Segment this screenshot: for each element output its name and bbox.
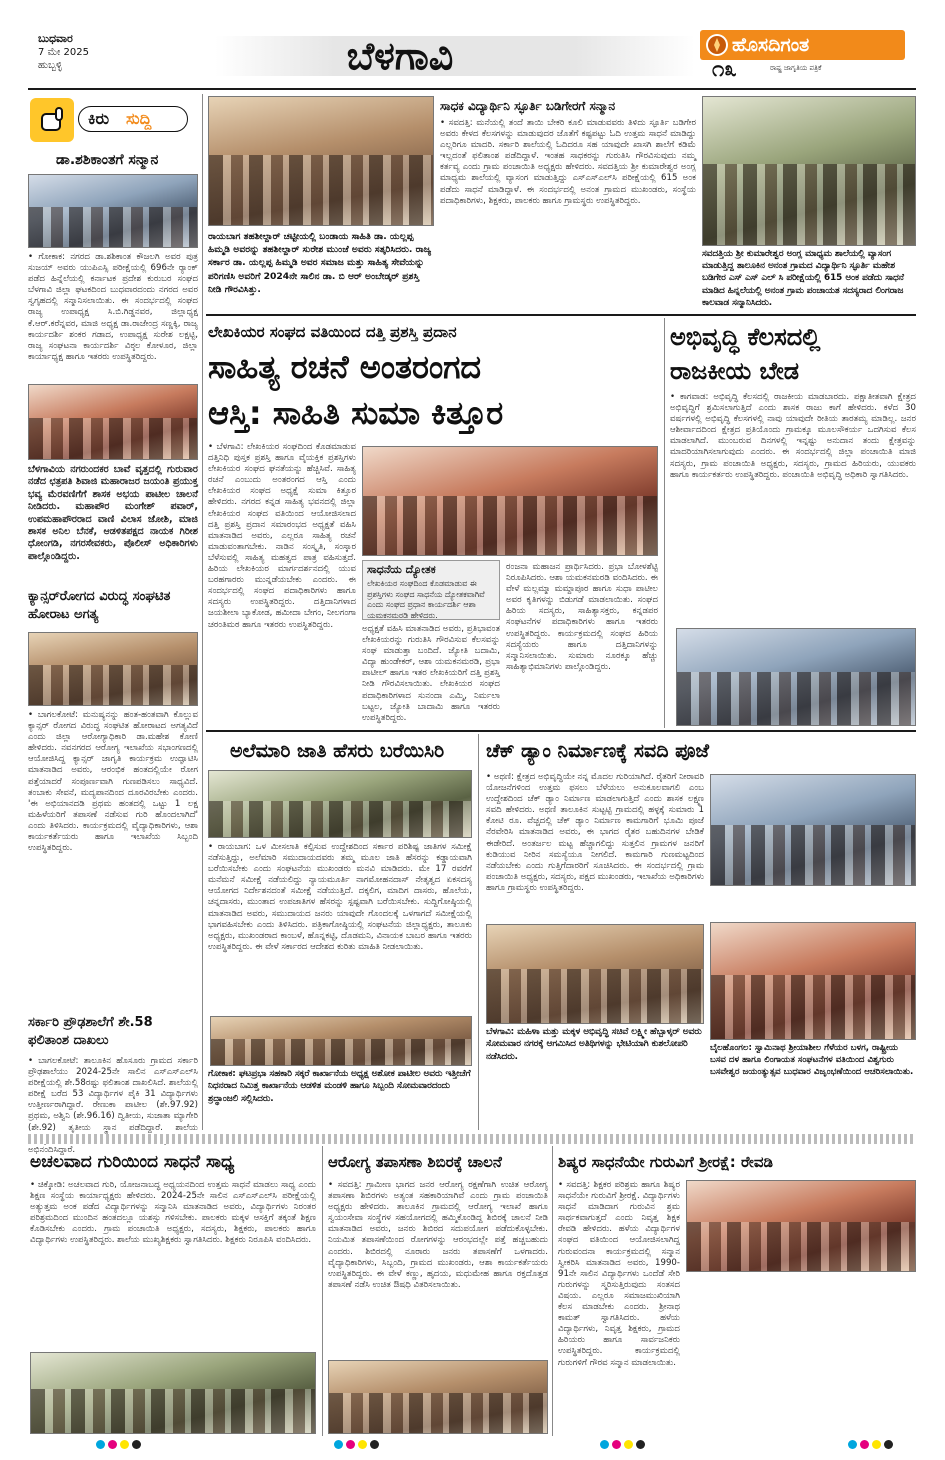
- column-divider-2: [664, 318, 665, 728]
- brand-logo: [700, 30, 905, 82]
- regmark-black: [884, 1440, 893, 1449]
- regmark-magenta: [346, 1440, 355, 1449]
- regmark-yellow: [120, 1440, 129, 1449]
- kiru-story1-photo: [28, 174, 198, 248]
- dev-headline-2: ರಾಜಕೀಯ ಬೇಡ: [670, 357, 800, 385]
- lead-photo: [362, 446, 658, 556]
- regmark-cyan: [600, 1440, 609, 1449]
- masthead: [0, 0, 945, 92]
- regmark-mid-2: [600, 1440, 645, 1449]
- column-divider-4: [322, 1146, 323, 1436]
- column-divider-5: [552, 1146, 553, 1436]
- bottom3-body: • ಸವದತ್ತಿ: ಶಿಕ್ಷಕರ ಪರಿಶ್ರಮ ಹಾಗೂ ಶಿಷ್ಯರ ಸಾಧನೆಯೇ ಗುರುವಿಗೆ ಶ್ರೀರಕ್ಷೆ. ವಿದ್ಯಾರ್ಥಿಗಳು ಸಾಧನೆ ಮಾಡಿದಾಗ ಗುರುವಿನ ಶ್ರಮ ಸಾರ್ಥಕವಾಗುತ್ತದೆ ಎಂದು ನಿವೃತ್ತ ಶಿಕ್ಷಕ ರೇವಡಿ ಹೇಳಿದರು. ಹಳೆಯ ವಿದ್ಯಾರ್ಥಿಗಳ ಸಂಘದ ವತಿಯಿಂದ ಆಯೋಜಿಸಲಾಗಿದ್ದ ಗುರುವಂದನಾ ಕಾರ್ಯಕ್ರಮದಲ್ಲಿ ಸನ್ಮಾನ ಸ್ವೀಕರಿಸಿ ಮಾತನಾಡಿದ ಅವರು, 1990-91ನೇ ಸಾಲಿನ ವಿದ್ಯಾರ್ಥಿಗಳು ಒಂದೆಡೆ ಸೇರಿ ಗುರುಗಳನ್ನು ಸ್ಮರಿಸುತ್ತಿರುವುದು ಸಂತಸದ ವಿಷಯ. ಎಲ್ಲರೂ ಸಮಾಜಮುಖಿಯಾಗಿ ಕೆಲಸ ಮಾಡಬೇಕು ಎಂದರು. ಶ್ರೀನಾಥ ಕಾಮತ್ ಸ್ವಾಗತಿಸಿದರು. ಹಳೆಯ ವಿದ್ಯಾರ್ಥಿಗಳು, ನಿವೃತ್ತ ಶಿಕ್ಷಕರು, ಗ್ರಾಮದ ಹಿರಿಯರು ಹಾಗೂ ಸಾರ್ವಜನಿಕರು ಉಪಸ್ಥಿತರಿದ್ದರು. ಕಾರ್ಯಕ್ರಮದಲ್ಲಿ ಗುರುಗಳಿಗೆ ಗೌರವ ಸನ್ಮಾನ ಮಾಡಲಾಯಿತು.: [558, 1180, 680, 1368]
- lead-body-left: • ಬೆಳಗಾವಿ: ಲೇಖಕಿಯರ ಸಂಘದಿಂದ ಕೊಡಮಾಡುವ ದತ್ತಿನಿಧಿ ಪುಸ್ತಕ ಪ್ರಶಸ್ತಿ ಹಾಗೂ ವೈಯಕ್ತಿಕ ಪ್ರಶಸ್ತಿಗಳು ಲೇಖಕಿಯರ ಸಂಘದ ಘನತೆಯನ್ನು ಹೆಚ್ಚಿಸಿವೆ. ಸಾಹಿತ್ಯ ರಚನೆ ಎಂಬುದು ಅಂತರಂಗದ ಆಸ್ತಿ ಎಂದು ಲೇಖಕಿಯರ ಸಂಘದ ಅಧ್ಯಕ್ಷೆ ಸುಮಾ ಕಿತ್ತೂರ ಹೇಳಿದರು. ನಗರದ ಕನ್ನಡ ಸಾಹಿತ್ಯ ಭವನದಲ್ಲಿ ಜಿಲ್ಲಾ ಲೇಖಕಿಯರ ಸಂಘದ ವತಿಯಿಂದ ಆಯೋಜಿಸಲಾದ ದತ್ತಿ ಪ್ರಶಸ್ತಿ ಪ್ರದಾನ ಸಮಾರಂಭದ ಅಧ್ಯಕ್ಷತೆ ವಹಿಸಿ ಮಾತನಾಡಿದ ಅವರು, ಎಲ್ಲರೂ ಸಾಹಿತ್ಯ ರಚನೆ ಮಾಡುವಂತಾಗಬೇಕು. ನಾಡಿನ ಸಂಸ್ಕೃತಿ, ಸಂಸ್ಕಾರ ಬೆಳೆಸುವಲ್ಲಿ ಸಾಹಿತ್ಯ ಮಹತ್ವದ ಪಾತ್ರ ವಹಿಸುತ್ತದೆ. ಹಿರಿಯ ಲೇಖಕಿಯರ ಮಾರ್ಗದರ್ಶನದಲ್ಲಿ ಯುವ ಬರಹಗಾರರು ಮುನ್ನಡೆಯಬೇಕು ಎಂದರು. ಈ ಸಂದರ್ಭದಲ್ಲಿ ಸಂಘದ ಪದಾಧಿಕಾರಿಗಳು ಹಾಗೂ ಸದಸ್ಯರು ಉಪಸ್ಥಿತರಿದ್ದರು. ದತ್ತಿದಾನಿಗಳಾದ ಜಯಶೀಲಾ ಬ್ಯಾಕೋಡ, ಹಮೀದಾ ಬೇಗಂ, ನೀಲಗಂಗಾ ಚರಂತಿಮಠ ಹಾಗೂ ಇತರರು ಉಪಸ್ಥಿತರಿದ್ದರು.: [208, 442, 356, 630]
- top-story2-title: ಸಾಧಕ ವಿದ್ಯಾರ್ಥಿನಿ ಸ್ಫೂರ್ತಿ ಬಡಿಗೇರಗೆ ಸನ್ಮಾನ: [440, 99, 616, 113]
- bottom2-photo: [328, 1360, 548, 1434]
- brand-emblem-icon: [706, 34, 728, 56]
- caste-headline: ಅಲೆಮಾರಿ ಜಾತಿ ಹೆಸರು ಬರೆಯಿಸಿರಿ: [230, 740, 445, 762]
- column-divider-1: [202, 94, 203, 1130]
- regmark-yellow: [358, 1440, 367, 1449]
- regmark-magenta: [108, 1440, 117, 1449]
- regmark-magenta: [860, 1440, 869, 1449]
- lead-body-mid: ಅಧ್ಯಕ್ಷತೆ ವಹಿಸಿ ಮಾತನಾಡಿದ ಅವರು, ಪ್ರತಿಭಾವಂತ ಲೇಖಕಿಯರನ್ನು ಗುರುತಿಸಿ ಗೌರವಿಸುವ ಕೆಲಸವನ್ನು ಸಂಘ ಮಾಡುತ್ತಾ ಬಂದಿದೆ. ಜ್ಯೋತಿ ಬದಾಮಿ, ವಿದ್ಯಾ ಹುಂಡೇಕರ್, ಆಶಾ ಯಮಕನಮರಡಿ, ಪ್ರಭಾ ಪಾಟೀಲ್ ಹಾಗೂ ಇತರ ಲೇಖಕಿಯರಿಗೆ ದತ್ತಿ ಪ್ರಶಸ್ತಿ ನೀಡಿ ಗೌರವಿಸಲಾಯಿತು. ಲೇಖಕಿಯರ ಸಂಘದ ಪದಾಧಿಕಾರಿಗಳಾದ ಸುನಂದಾ ಎಮ್ಮಿ, ನಿರ್ಮಲಾ ಬಟ್ಟಲ, ಜ್ಯೋತಿ ಬಾದಾಮಿ ಹಾಗೂ ಇತರರು ಉಪಸ್ಥಿತರಿದ್ದರು.: [362, 624, 500, 723]
- dev-photo: [676, 628, 916, 726]
- dam-body: • ಅಥಣಿ: ಕ್ಷೇತ್ರದ ಅಭಿವೃದ್ಧಿಯೇ ನನ್ನ ಮೊದಲ ಗುರಿಯಾಗಿದೆ. ರೈತರಿಗೆ ನೀರಾವರಿ ಯೋಜನೆಗಳಿಂದ ಉತ್ತಮ ಫಸಲು ಬೆಳೆಯಲು ಅನುಕೂಲವಾಗಲಿ ಎಂಬ ಉದ್ದೇಶದಿಂದ ಚೆಕ್ ಡ್ಯಾಂ ನಿರ್ಮಾಣ ಮಾಡಲಾಗುತ್ತಿದೆ ಎಂದು ಶಾಸಕ ಲಕ್ಷ್ಮಣ ಸವದಿ ಹೇಳಿದರು. ಅಥಣಿ ತಾಲೂಕಿನ ಸುಟ್ಟಟ್ಟಿ ಗ್ರಾಮದಲ್ಲಿ ಹಳ್ಳಕ್ಕೆ ಸುಮಾರು 1 ಕೋಟಿ ರೂ. ವೆಚ್ಚದಲ್ಲಿ ಚೆಕ್ ಡ್ಯಾಂ ನಿರ್ಮಾಣ ಕಾಮಗಾರಿಗೆ ಭೂಮಿ ಪೂಜೆ ನೆರವೇರಿಸಿ ಮಾತನಾಡಿದ ಅವರು, ಈ ಭಾಗದ ರೈತರ ಬಹುದಿನಗಳ ಬೇಡಿಕೆ ಈಡೇರಿದೆ. ಅಂತರ್ಜಲ ಮಟ್ಟ ಹೆಚ್ಚಾಗಲಿದ್ದು ಸುತ್ತಲಿನ ಗ್ರಾಮಗಳ ಜನರಿಗೆ ಕುಡಿಯುವ ನೀರಿನ ಸಮಸ್ಯೆಯೂ ನೀಗಲಿದೆ. ಕಾಮಗಾರಿ ಗುಣಮಟ್ಟದಿಂದ ನಡೆಯಬೇಕು ಎಂದು ಗುತ್ತಿಗೆದಾರರಿಗೆ ಸೂಚಿಸಿದರು. ಈ ಸಂದರ್ಭದಲ್ಲಿ ಗ್ರಾಮ ಪಂಚಾಯಿತಿ ಅಧ್ಯಕ್ಷರು, ಸದಸ್ಯರು, ಪಕ್ಷದ ಮುಖಂಡರು, ಇಲಾಖೆಯ ಅಧಿಕಾರಿಗಳು ಹಾಗೂ ಗ್ರಾಮಸ್ಥರು ಉಪಸ್ಥಿತರಿದ್ದರು.: [486, 772, 704, 893]
- regmark-right: [848, 1440, 893, 1449]
- regmark-black: [132, 1440, 141, 1449]
- kirusuddi-column: [28, 94, 198, 1155]
- masthead-day: ಬುಧವಾರ: [38, 32, 73, 45]
- regmark-cyan: [848, 1440, 857, 1449]
- mid-row-rule: [206, 730, 916, 732]
- masthead-date: 7 ಮೇ 2025: [38, 47, 89, 58]
- dev-body: • ಕಾಗವಾಡ: ಅಭಿವೃದ್ಧಿ ಕೆಲಸದಲ್ಲಿ ರಾಜಕೀಯ ಮಾಡಬಾರದು. ಪಕ್ಷಾತೀತವಾಗಿ ಕ್ಷೇತ್ರದ ಅಭಿವೃದ್ಧಿಗೆ ಶ್ರಮಿಸಲಾಗುತ್ತಿದೆ ಎಂದು ಶಾಸಕ ರಾಜು ಕಾಗೆ ಹೇಳಿದರು. ಕಳೆದ 30 ವರ್ಷಗಳಲ್ಲಿ ಅಭಿವೃದ್ಧಿ ಕೆಲಸಗಳಲ್ಲಿ ನಾವು ಯಾವುದೇ ರೀತಿಯ ತಾರತಮ್ಯ ಮಾಡಿಲ್ಲ. ಜನರ ಆಶೀರ್ವಾದದಿಂದ ಕ್ಷೇತ್ರದ ಪ್ರತಿಯೊಂದು ಗ್ರಾಮಕ್ಕೂ ಮೂಲಸೌಕರ್ಯ ಒದಗಿಸುವ ಕೆಲಸ ಮಾಡಲಾಗಿದೆ. ಮುಂಬರುವ ದಿನಗಳಲ್ಲಿ ಇನ್ನಷ್ಟು ಅನುದಾನ ತಂದು ಕ್ಷೇತ್ರವನ್ನು ಮಾದರಿಯಾಗಿಸಲಾಗುವುದು ಎಂದರು. ಈ ಸಂದರ್ಭದಲ್ಲಿ ಜಿಲ್ಲಾ ಪಂಚಾಯಿತಿ ಮಾಜಿ ಸದಸ್ಯರು, ಗ್ರಾಮ ಪಂಚಾಯಿತಿ ಅಧ್ಯಕ್ಷರು, ಸದಸ್ಯರು, ಗ್ರಾಮದ ಹಿರಿಯರು, ಯುವಕರು ಹಾಗೂ ಕಾರ್ಯಕರ್ತರು ಉಪಸ್ಥಿತರಿದ್ದರು. ಪಂಚಾಯಿತಿ ಅಭಿವೃದ್ಧಿ ಅಧಿಕಾರಿ ಸ್ವಾಗತಿಸಿದರು.: [670, 392, 916, 480]
- bottom1-photo: [30, 1352, 316, 1434]
- top-story2-photo: [702, 96, 916, 246]
- dam-photo1-caption: ಬೆಳಗಾವಿ: ಮಹಿಳಾ ಮತ್ತು ಮಕ್ಕಳ ಅಭಿವೃದ್ಧಿ ಸಚಿವೆ ಲಕ್ಷ್ಮೀ ಹೆಬ್ಬಾಳ್ಕರ್ ಅವರು ಸೋಮವಾರ ನಗರಕ್ಕೆ ಆಗಮಿಸಿದ ಅತಿಥಿಗಳನ್ನು ಭೇಟಿಯಾಗಿ ಕುಶಲೋಪರಿ ನಡೆಸಿದರು.: [486, 1027, 702, 1062]
- kiru-story4-body: • ಬಾಗಲಕೋಟೆ: ತಾಲೂಕಿನ ಹೊಸೂರು ಗ್ರಾಮದ ಸರ್ಕಾರಿ ಪ್ರೌಢಶಾಲೆಯು 2024-25ನೇ ಸಾಲಿನ ಎಸ್‌ಎಸ್‌ಎಲ್‌ಸಿ ಪರೀಕ್ಷೆಯಲ್ಲಿ ಶೇ.58ರಷ್ಟು ಫಲಿತಾಂಶ ದಾಖಲಿಸಿದೆ. ಶಾಲೆಯಲ್ಲಿ ಪರೀಕ್ಷೆ ಬರೆದ 53 ವಿದ್ಯಾರ್ಥಿಗಳ ಪೈಕಿ 31 ವಿದ್ಯಾರ್ಥಿಗಳು ಉತ್ತೀರ್ಣರಾಗಿದ್ದಾರೆ. ರೇಣುಕಾ ಪಾಟೀಲ (ಶೇ.97.92) ಪ್ರಥಮ, ಅಶ್ವಿನಿ (ಶೇ.96.16) ದ್ವಿತೀಯ, ಸುಜಾತಾ ಮ್ಯಾಗೇರಿ (ಶೇ.92) ತೃತೀಯ ಸ್ಥಾನ ಪಡೆದಿದ್ದಾರೆ. ಶಾಲೆಯ ಅಭಿನಂದಿಸಿದ್ದಾರೆ.: [28, 1056, 198, 1155]
- kiru-story4-title: ಸರ್ಕಾರಿ ಪ್ರೌಢಶಾಲೆಗೆ ಶೇ.58 ಫಲಿತಾಂಶ ದಾಖಲು: [28, 1015, 153, 1048]
- caste-body: • ರಾಯಬಾಗ: ಒಳ ಮೀಸಲಾತಿ ಕಲ್ಪಿಸುವ ಉದ್ದೇಶದಿಂದ ಸರ್ಕಾರ ಪರಿಶಿಷ್ಟ ಜಾತಿಗಳ ಸಮೀಕ್ಷೆ ನಡೆಸುತ್ತಿದ್ದು, ಅಲೆಮಾರಿ ಸಮುದಾಯದವರು ತಮ್ಮ ಮೂಲ ಜಾತಿ ಹೆಸರನ್ನು ಕಡ್ಡಾಯವಾಗಿ ಬರೆಯಿಸಬೇಕು ಎಂದು ಸಂಘಟನೆಯ ಮುಖಂಡರು ಮನವಿ ಮಾಡಿದರು. ಮೇ 17 ರವರೆಗೆ ಮನೆಮನೆ ಸಮೀಕ್ಷೆ ನಡೆಯಲಿದ್ದು ನ್ಯಾಯಮೂರ್ತಿ ನಾಗಮೋಹನದಾಸ್ ನೇತೃತ್ವದ ಏಕಸದಸ್ಯ ಆಯೋಗದ ನಿರ್ದೇಶನದಂತೆ ಸಮೀಕ್ಷೆ ನಡೆಯುತ್ತಿದೆ. ದಕ್ಕಲಿಗ, ಮಾದಿಗ ದಾಸರು, ಹೊಲೆಯ, ಚನ್ನದಾಸರು, ಮುಂತಾದ ಉಪಜಾತಿಗಳ ಹೆಸರನ್ನು ಸ್ಪಷ್ಟವಾಗಿ ಬರೆಯಿಸಬೇಕು. ಸುದ್ದಿಗೋಷ್ಠಿಯಲ್ಲಿ ಮಾತನಾಡಿದ ಅವರು, ಸಮುದಾಯದ ಜನರು ಯಾವುದೇ ಗೊಂದಲಕ್ಕೆ ಒಳಗಾಗದೆ ಸಮೀಕ್ಷೆಯಲ್ಲಿ ಭಾಗವಹಿಸಬೇಕು ಎಂದು ತಿಳಿಸಿದರು. ಪತ್ರಿಕಾಗೋಷ್ಠಿಯಲ್ಲಿ ಸಂಘಟನೆಯ ಜಿಲ್ಲಾಧ್ಯಕ್ಷರು, ತಾಲೂಕು ಅಧ್ಯಕ್ಷರು, ಮುಖಂಡರಾದ ಕಾಂಬಳೆ, ಹೊನ್ನಕಟ್ಟಿ, ದೊಡಮನಿ, ವಿನಾಯಕ ಬಾಬರ ಹಾಗೂ ಇತರರು ಉಪಸ್ಥಿತರಿದ್ದರು. ಈ ವೇಳೆ ಸರ್ಕಾರದ ಆದೇಶದ ಕುರಿತು ಮಾಹಿತಿ ನೀಡಲಾಯಿತು.: [208, 842, 472, 952]
- kiru-story3-photo: [28, 632, 198, 706]
- bottom3-body-cont: [686, 1276, 916, 1434]
- regmark-mid-1: [334, 1440, 379, 1449]
- regmark-black: [370, 1440, 379, 1449]
- page-number: ೧೩: [712, 57, 737, 82]
- column-divider-3: [478, 734, 479, 1130]
- lead-headline-1: ಸಾಹಿತ್ಯ ರಚನೆ ಅಂತರಂಗದ: [208, 348, 482, 386]
- dam-photo-1: [486, 924, 704, 1024]
- kiru-story1-title: ಡಾ.ಶಶಿಕಾಂತಗೆ ಸನ್ಮಾನ: [56, 152, 159, 168]
- lead-headline-2: ಆಸ್ತಿ: ಸಾಹಿತಿ ಸುಮಾ ಕಿತ್ತೂರ: [208, 394, 504, 432]
- bottom3-photo: [686, 1180, 916, 1272]
- bottom1-headline: ಅಚಲವಾದ ಗುರಿಯಿಂದ ಸಾಧನೆ ಸಾಧ್ಯ: [30, 1152, 235, 1172]
- dam-photo-2: [710, 922, 916, 1040]
- kiru-story1-body: • ಗೋಕಾಕ: ನಗರದ ಡಾ.ಶಶಿಕಾಂತ ಕೌಜಲಗಿ ಅವರ ಪುತ್ರ ಸುಜಯ್ ಅವರು ಯುಪಿಎಸ್ಸಿ ಪರೀಕ್ಷೆಯಲ್ಲಿ 696ನೇ ರ‍್ಯಾಂಕ್ ಪಡೆದ ಹಿನ್ನೆಲೆಯಲ್ಲಿ ಕರ್ನಾಟಕ ಪ್ರದೇಶ ಕುರುಬರ ಸಂಘದ ಬೆಳಗಾವಿ ಜಿಲ್ಲಾ ಘಟಕದಿಂದ ಬುಧವಾರದಂದು ನಗರದ ಅವರ ಸ್ವಗೃಹದಲ್ಲಿ ಸನ್ಮಾನಿಸಲಾಯಿತು. ಈ ಸಂದರ್ಭದಲ್ಲಿ ಸಂಘದ ರಾಜ್ಯ ಉಪಾಧ್ಯಕ್ಷ ಸಿ.ಬಿ.ಗಿಡ್ಡನವರ, ಜಿಲ್ಲಾಧ್ಯಕ್ಷ ಕೆ.ಆರ್.ಕರೆನ್ನವರ, ಮಾಜಿ ಅಧ್ಯಕ್ಷ ಡಾ.ರಾಜೇಂದ್ರ ಸಣ್ಣಕ್ಕಿ, ರಾಜ್ಯ ಕಾರ್ಯದರ್ಶಿ ಶಂಕರ ಗಡಾದ, ಉಪಾಧ್ಯಕ್ಷ ಸುರೇಶ ಲಕ್ಷಟ್ಟಿ, ರಾಜ್ಯ ಸಂಘಟನಾ ಕಾರ್ಯದರ್ಶಿ ವಿಠ್ಠಲ ಕೋಳೂರ, ಜಿಲ್ಲಾ ಕಾರ್ಯಾಧ್ಯಕ್ಷ ಹಾಗೂ ಇತರರು ಉಪಸ್ಥಿತರಿದ್ದರು.: [28, 252, 198, 362]
- bottom1-body: • ಚಿಕ್ಕೋಡಿ: ಅಚಲವಾದ ಗುರಿ, ಯೋಜನಾಬದ್ಧ ಅಧ್ಯಯನದಿಂದ ಉತ್ತಮ ಸಾಧನೆ ಮಾಡಲು ಸಾಧ್ಯ ಎಂದು ಶಿಕ್ಷಣ ಸಂಸ್ಥೆಯ ಕಾರ್ಯಾಧ್ಯಕ್ಷರು ಹೇಳಿದರು. 2024-25ನೇ ಸಾಲಿನ ಎಸ್‌ಎಸ್‌ಎಲ್‌ಸಿ ಪರೀಕ್ಷೆಯಲ್ಲಿ ಅತ್ಯುತ್ತಮ ಅಂಕ ಪಡೆದ ವಿದ್ಯಾರ್ಥಿಗಳನ್ನು ಸನ್ಮಾನಿಸಿ ಮಾತನಾಡಿದ ಅವರು, ವಿದ್ಯಾರ್ಥಿಗಳು ನಿರಂತರ ಪರಿಶ್ರಮದಿಂದ ಮುಂದಿನ ಹಂತದಲ್ಲೂ ಯಶಸ್ಸು ಗಳಿಸಬೇಕು. ಪಾಲಕರು ಮಕ್ಕಳ ಆಸಕ್ತಿಗೆ ತಕ್ಕಂತೆ ಶಿಕ್ಷಣ ಕೊಡಿಸಬೇಕು ಎಂದರು. ಗ್ರಾಮ ಪಂಚಾಯಿತಿ ಅಧ್ಯಕ್ಷರು, ಸದಸ್ಯರು, ಶಿಕ್ಷಕರು, ಪಾಲಕರು ಹಾಗೂ ವಿದ್ಯಾರ್ಥಿಗಳು ಉಪಸ್ಥಿತರಿದ್ದರು. ಶಾಲೆಯ ಮುಖ್ಯಶಿಕ್ಷಕರು ಸ್ವಾಗತಿಸಿದರು. ಶಿಕ್ಷಕರು ನಿರೂಪಿಸಿ ವಂದಿಸಿದರು.: [30, 1180, 316, 1246]
- caste-photo: [208, 770, 472, 838]
- bottom3-headline: ಶಿಷ್ಯರ ಸಾಧನೆಯೇ ಗುರುವಿಗೆ ಶ್ರೀರಕ್ಷೆ: ರೇವಡಿ: [558, 1153, 773, 1171]
- kirusuddi-label-b: ಸುದ್ದಿ: [126, 109, 152, 128]
- top-story1-caption: ರಾಯಬಾಗ ತಹಶೀಲ್ದಾರ್ ಚಟ್ಟೀಯಲ್ಲಿ ಬಂಡಾಯ ಸಾಹಿತಿ ಡಾ. ಯಲ್ಲಪ್ಪ ಹಿಮ್ಮಡಿ ಅವರನ್ನು ತಹಶೀಲ್ದಾರ್ ಸುರೇಶ ಮುಂಜೆ ಅವರು ಸತ್ಕರಿಸಿದರು. ರಾಜ್ಯ ಸರ್ಕಾರ ಡಾ. ಯಲ್ಲಪ್ಪ ಹಿಮ್ಮಡಿ ಅವರ ಸಮಾಜ ಮತ್ತು ಸಾಹಿತ್ಯ ಸೇವೆಯನ್ನು ಪರಿಗಣಿಸಿ ಅವರಿಗೆ 2024ನೇ ಸಾಲಿನ ಡಾ. ಬಿ ಆರ್ ಅಂಬೇಡ್ಕರ್ ಪ್ರಶಸ್ತಿ ನೀಡಿ ಗೌರವಿಸಿತ್ತು.: [208, 231, 432, 295]
- regmark-cyan: [96, 1440, 105, 1449]
- dev-headline-1: ಅಭಿವೃದ್ಧಿ ಕೆಲಸದಲ್ಲಿ: [670, 323, 821, 351]
- regmark-top-left: [96, 1440, 141, 1449]
- pointing-hand-icon: [30, 98, 74, 142]
- regmark-magenta: [612, 1440, 621, 1449]
- dam-photo2-caption: ಬೈಲಹೊಂಗಲ: ಸ್ವಾಮಿನಾಥ ಶ್ರೀಯಾಶೀಲ ಗೆಳೆಯರ ಬಳಗ, ರಾಷ್ಟ್ರೀಯ ಬಸವ ದಳ ಹಾಗೂ ಲಿಂಗಾಯತ ಸಂಘಟನೆಗಳ ವತಿಯಿಂದ ವಿಶ್ವಗುರು ಬಸವೇಶ್ವರ ಜಯಂತ್ಯುತ್ಸವ ಬುಧವಾರ ವಿಜೃಂಭಣೆಯಿಂದ ಆಚರಿಸಲಾಯಿತು.: [710, 1043, 914, 1077]
- kiru-story2-photo: [28, 384, 198, 460]
- masthead-date-block: [38, 32, 118, 82]
- dam-photo-main: [710, 774, 916, 886]
- top-story2-photo-caption: ಸವದತ್ತಿಯ ಶ್ರೀ ಕುಮಾರೇಶ್ವರ ಅಂಗ್ಲ ಮಾಧ್ಯಮ ಶಾಲೆಯಲ್ಲಿ ವ್ಯಾಸಂಗ ಮಾಡುತ್ತಿದ್ದ ತಾಲೂಕಿನ ಅನಂತ ಗ್ರಾಮದ ವಿದ್ಯಾರ್ಥಿನಿ ಸ್ಫೂರ್ತಿ ಮಹೇಶ ಬಡಿಗೇರ ಎಸ್ ಎಸ್ ಎಲ್ ಸಿ ಪರೀಕ್ಷೆಯಲ್ಲಿ 615 ಅಂಕ ಪಡೆದು ಸಾಧನೆ ಮಾಡಿದ ಹಿನ್ನಲೆಯಲ್ಲಿ ಅನಂತ ಗ್ರಾಮ ಪಂಚಾಯತ ಸದಸ್ಯರಾದ ಲಿಂಗರಾಜ ಕಾಲವಾಡ ಸನ್ಮಾನಿಸಿದರು.: [702, 249, 904, 308]
- lead-box-body: ಲೇಖಕಿಯರ ಸಂಘದಿಂದ ಕೊಡಮಾಡುವ ಈ ಪ್ರಶಸ್ತಿಗಳು ಸಂಘದ ಸಾಧನೆಯ ದ್ಯೋತಕವಾಗಿವೆ ಎಂದು ಸಂಘದ ಪ್ರಧಾನ ಕಾರ್ಯದರ್ಶಿ ಆಶಾ ಯಮಕನಮರಡಿ ಹೇಳಿದರು.: [367, 579, 485, 620]
- top-row-rule: [206, 314, 916, 316]
- dam-headline: ಚೆಕ್ ಡ್ಯಾಂ ನಿರ್ಮಾಣಕ್ಕೆ ಸವದಿ ಪೂಜೆ: [486, 740, 710, 762]
- masthead-rule: [28, 88, 916, 90]
- regmark-cyan: [334, 1440, 343, 1449]
- lead-kicker: ಲೇಖಕಿಯರ ಸಂಘದ ವತಿಯಿಂದ ದತ್ತಿ ಪ್ರಶಸ್ತಿ ಪ್ರದಾನ: [208, 323, 457, 341]
- lead-box: [362, 560, 500, 620]
- kirusuddi-badge: [28, 96, 198, 146]
- regmark-yellow: [872, 1440, 881, 1449]
- kiru-story3-body: • ಬಾಗಲಕೋಟೆ: ಮನುಷ್ಯನನ್ನು ಹಂತ-ಹಂತವಾಗಿ ಕೊಲ್ಲುವ ಕ್ಯಾನ್ಸರ್ ರೋಗದ ವಿರುದ್ಧ ಸಂಘಟಿತ ಹೋರಾಟದ ಅಗತ್ಯವಿದೆ ಎಂದು ಜಿಲ್ಲಾ ಆರೋಗ್ಯಾಧಿಕಾರಿ ಡಾ.ಮಹೇಶ ಕೋಣಿ ಹೇಳಿದರು. ನವನಗರದ ಆರೋಗ್ಯ ಇಲಾಖೆಯ ಸಭಾಂಗಣದಲ್ಲಿ ಆಯೋಜಿಸಿದ್ದ ಕ್ಯಾನ್ಸರ್ ಜಾಗೃತಿ ಕಾರ್ಯಕ್ರಮ ಉದ್ಘಾಟಿಸಿ ಮಾತನಾಡಿದ ಅವರು, ಆರಂಭಿಕ ಹಂತದಲ್ಲಿಯೇ ರೋಗ ಪತ್ತೆಯಾದರೆ ಸಂಪೂರ್ಣವಾಗಿ ಗುಣಪಡಿಸಲು ಸಾಧ್ಯವಿದೆ. ತಂಬಾಕು ಸೇವನೆ, ಮದ್ಯಪಾನದಿಂದ ದೂರವಿರಬೇಕು ಎಂದರು. 'ಈ ಅಭಿಯಾನದಡಿ ಪ್ರಥಮ ಹಂತದಲ್ಲಿ ಒಟ್ಟು 1 ಲಕ್ಷ ಮಹಿಳೆಯರಿಗೆ ತಪಾಸಣೆ ನಡೆಸುವ ಗುರಿ ಹೊಂದಲಾಗಿದೆ' ಎಂದು ತಿಳಿಸಿದರು. ಕಾರ್ಯಕ್ರಮದಲ್ಲಿ ವೈದ್ಯಾಧಿಕಾರಿಗಳು, ಆಶಾ ಕಾರ್ಯಕರ್ತೆಯರು ಹಾಗೂ ಇಲಾಖೆಯ ಸಿಬ್ಬಂದಿ ಉಪಸ್ಥಿತರಿದ್ದರು.: [28, 710, 198, 854]
- kirusuddi-label-a: ಕಿರು: [88, 109, 110, 128]
- lead-body-right: ರಂಜನಾ ಮಹಾಜನ ಪ್ರಾರ್ಥಿಸಿದರು. ಪ್ರಭಾ ಬೋಳಶೆಟ್ಟಿ ನಿರೂಪಿಸಿದರು. ಆಶಾ ಯಮಕನಮರಡಿ ವಂದಿಸಿದರು. ಈ ವೇಳೆ ಮಲ್ಲಮ್ಮಾ ಮಮ್ದಾಪೂರ ಹಾಗೂ ಸುಧಾ ಪಾಟೀಲ ಅವರ ಕೃತಿಗಳನ್ನು ಬಿಡುಗಡೆ ಮಾಡಲಾಯಿತು. ಸಂಘದ ಹಿರಿಯ ಸದಸ್ಯರು, ಸಾಹಿತ್ಯಾಸಕ್ತರು, ಕನ್ನಡಪರ ಸಂಘಟನೆಗಳ ಪದಾಧಿಕಾರಿಗಳು ಹಾಗೂ ಇತರರು ಉಪಸ್ಥಿತರಿದ್ದರು. ಕಾರ್ಯಕ್ರಮದಲ್ಲಿ ಸಂಘದ ಹಿರಿಯ ಸದಸ್ಯೆಯರು ಹಾಗೂ ದತ್ತಿದಾನಿಗಳನ್ನು ಸನ್ಮಾನಿಸಲಾಯಿತು. ಸುಮಾರು ನೂರಕ್ಕೂ ಹೆಚ್ಚು ಸಾಹಿತ್ಯಾಭಿಮಾನಿಗಳು ಪಾಲ್ಗೊಂಡಿದ್ದರು.: [506, 562, 658, 672]
- regmark-black: [636, 1440, 645, 1449]
- caste-photo-2: [210, 1016, 472, 1066]
- top-story1-photo: [208, 96, 434, 226]
- regmark-yellow: [624, 1440, 633, 1449]
- bottom2-body: • ಸವದತ್ತಿ: ಗ್ರಾಮೀಣ ಭಾಗದ ಜನರ ಆರೋಗ್ಯ ರಕ್ಷಣೆಗಾಗಿ ಉಚಿತ ಆರೋಗ್ಯ ತಪಾಸಣಾ ಶಿಬಿರಗಳು ಅತ್ಯಂತ ಸಹಕಾರಿಯಾಗಿವೆ ಎಂದು ಗ್ರಾಮ ಪಂಚಾಯಿತಿ ಅಧ್ಯಕ್ಷರು ಹೇಳಿದರು. ತಾಲೂಕಿನ ಗ್ರಾಮದಲ್ಲಿ ಆರೋಗ್ಯ ಇಲಾಖೆ ಹಾಗೂ ಸ್ವಯಂಸೇವಾ ಸಂಸ್ಥೆಗಳ ಸಹಯೋಗದಲ್ಲಿ ಹಮ್ಮಿಕೊಂಡಿದ್ದ ಶಿಬಿರಕ್ಕೆ ಚಾಲನೆ ನೀಡಿ ಮಾತನಾಡಿದ ಅವರು, ಜನರು ಶಿಬಿರದ ಸದುಪಯೋಗ ಪಡೆದುಕೊಳ್ಳಬೇಕು. ನಿಯಮಿತ ತಪಾಸಣೆಯಿಂದ ರೋಗಗಳನ್ನು ಆರಂಭದಲ್ಲೇ ಪತ್ತೆ ಹಚ್ಚಬಹುದು ಎಂದರು. ಶಿಬಿರದಲ್ಲಿ ನೂರಾರು ಜನರು ತಪಾಸಣೆಗೆ ಒಳಗಾದರು. ವೈದ್ಯಾಧಿಕಾರಿಗಳು, ಸಿಬ್ಬಂದಿ, ಗ್ರಾಮದ ಮುಖಂಡರು, ಆಶಾ ಕಾರ್ಯಕರ್ತೆಯರು ಉಪಸ್ಥಿತರಿದ್ದರು. ಈ ವೇಳೆ ಕಣ್ಣು, ಹೃದಯ, ಮಧುಮೇಹ ಹಾಗೂ ರಕ್ತದೊತ್ತಡ ತಪಾಸಣೆ ನಡೆಸಿ ಉಚಿತ ಔಷಧಿ ವಿತರಿಸಲಾಯಿತು.: [328, 1180, 548, 1290]
- kiru-story2-body: ಬೆಳಗಾವಿಯ ನಗರುಂದಕರ ಬಾವೆ ವೃತ್ತದಲ್ಲಿ ಗುರುವಾರ ನಡೆದ ಛತ್ರಪತಿ ಶಿವಾಜಿ ಮಹಾರಾಜರ ಜಯಂತಿ ಪ್ರಯುಕ್ತ ಭವ್ಯ ಮೆರವಣಿಗೆಗೆ ಶಾಸಕ ಅಭಯ ಪಾಟೀಲ ಚಾಲನೆ ನೀಡಿದರು. ಮಹಾಪೌರ ಮಂಗೇಶ್ ಪವಾರ್, ಉಪಮಹಾಪೌರರಾದ ವಾಣಿ ವಿಲಾಸ ಜೋಶಿ, ಮಾಜಿ ಶಾಸಕ ಅನಿಲ ಬೆನಕೆ, ಆಡಳಿತಪಕ್ಷದ ನಾಯಕ ಗಿರೀಶ ಧೋಂಗಡಿ, ನಗರಸೇವಕರು, ಪೊಲೀಸ್ ಅಧಿಕಾರಿಗಳು ಪಾಲ್ಗೊಂಡಿದ್ದರು.: [28, 464, 198, 562]
- top-story2-body: • ಸವದತ್ತಿ: ಮನೆಯಲ್ಲಿ ತಂದೆ ತಾಯಿ ಬೇಕರಿ ಕೂಲಿ ಮಾಡುವವರು ತಿಳಿದು ಸ್ಫೂರ್ತಿ ಬಡಿಗೇರ ಅವರು ಕೇಳದ ಕೆಲಸಗಳನ್ನು ಮಾಡುವುದರ ಜೊತೆಗೆ ಕಷ್ಟಪಟ್ಟು ಓದಿ ಉತ್ತಮ ಸಾಧನೆ ಮಾಡಿದ್ದು ಎಲ್ಲರಿಗೂ ಮಾದರಿ. ಸರ್ಕಾರಿ ಶಾಲೆಯಲ್ಲಿ ಓದಿದರೂ ಸಹ ಯಾವುದೇ ಖಾಸಗಿ ಶಾಲೆಗೆ ಕಡಿಮೆ ಇಲ್ಲದಂತೆ ಫಲಿತಾಂಶ ಪಡೆದಿದ್ದಾಳೆ. ಇಂತಹ ಸಾಧಕರನ್ನು ಗುರುತಿಸಿ ಗೌರವಿಸುವುದು ನಮ್ಮ ಕರ್ತವ್ಯ ಎಂದು ಗ್ರಾಮ ಪಂಚಾಯಿತಿ ಅಧ್ಯಕ್ಷರು ಹೇಳಿದರು. ಸವದತ್ತಿಯ ಶ್ರೀ ಕುಮಾರೇಶ್ವರ ಅಂಗ್ಲ ಮಾಧ್ಯಮ ಶಾಲೆಯಲ್ಲಿ ವ್ಯಾಸಂಗ ಮಾಡುತ್ತಿದ್ದು ಎಸ್‌ಎಸ್‌ಎಲ್‌ಸಿ ಪರೀಕ್ಷೆಯಲ್ಲಿ 615 ಅಂಕ ಪಡೆದು ಸಾಧನೆ ಮಾಡಿದ್ದಾಳೆ. ಈ ಸಂದರ್ಭದಲ್ಲಿ ಅನಂತ ಗ್ರಾಮದ ಮುಖಂಡರು, ಸಂಸ್ಥೆಯ ಪದಾಧಿಕಾರಿಗಳು, ಶಿಕ್ಷಕರು, ಪಾಲಕರು ಹಾಗೂ ಗ್ರಾಮಸ್ಥರು ಉಪಸ್ಥಿತರಿದ್ದರು.: [440, 118, 696, 206]
- brand-tagline: ರಾಷ್ಟ್ರ ಜಾಗೃತಿಯ ಪತ್ರಿಕೆ: [770, 64, 822, 72]
- brand-name: ಹೊಸದಿಗಂತ: [732, 34, 810, 56]
- bottom-band: [28, 1134, 916, 1144]
- masthead-city: ಹುಬ್ಬಳ್ಳಿ: [38, 60, 63, 71]
- bottom2-headline: ಆರೋಗ್ಯ ತಪಾಸಣಾ ಶಿಬಿರಕ್ಕೆ ಚಾಲನೆ: [328, 1153, 502, 1171]
- section-title: ಬೆಳಗಾವಿ: [346, 34, 454, 78]
- kiru-story3-title: ಕ್ಯಾನ್ಸರ್‌ರೋಗದ ವಿರುದ್ಧ ಸಂಘಟಿತ ಹೋರಾಟ ಅಗತ್ಯ: [28, 589, 171, 622]
- caste-photo-caption: ಗೋಕಾಕ: ಘಟಪ್ರಭಾ ಸಹಕಾರಿ ಸಕ್ಕರೆ ಕಾರ್ಖಾನೆಯ ಅಧ್ಯಕ್ಷ ಅಶೋಕ ಪಾಟೀಲ ಅವರು ಇತ್ತೀಚೆಗೆ ನಿಧನರಾದ ನಿಮಿತ್ತ ಕಾರ್ಖಾನೆಯ ಆಡಳಿತ ಮಂಡಳಿ ಹಾಗೂ ಸಿಬ್ಬಂದಿ ಸೋಮವಾರದಂದು ಶ್ರದ್ಧಾಂಜಲಿ ಸಲ್ಲಿಸಿದರು.: [208, 1069, 471, 1104]
- lead-box-title: ಸಾಧನೆಯ ದ್ಯೋತಕ: [367, 563, 436, 576]
